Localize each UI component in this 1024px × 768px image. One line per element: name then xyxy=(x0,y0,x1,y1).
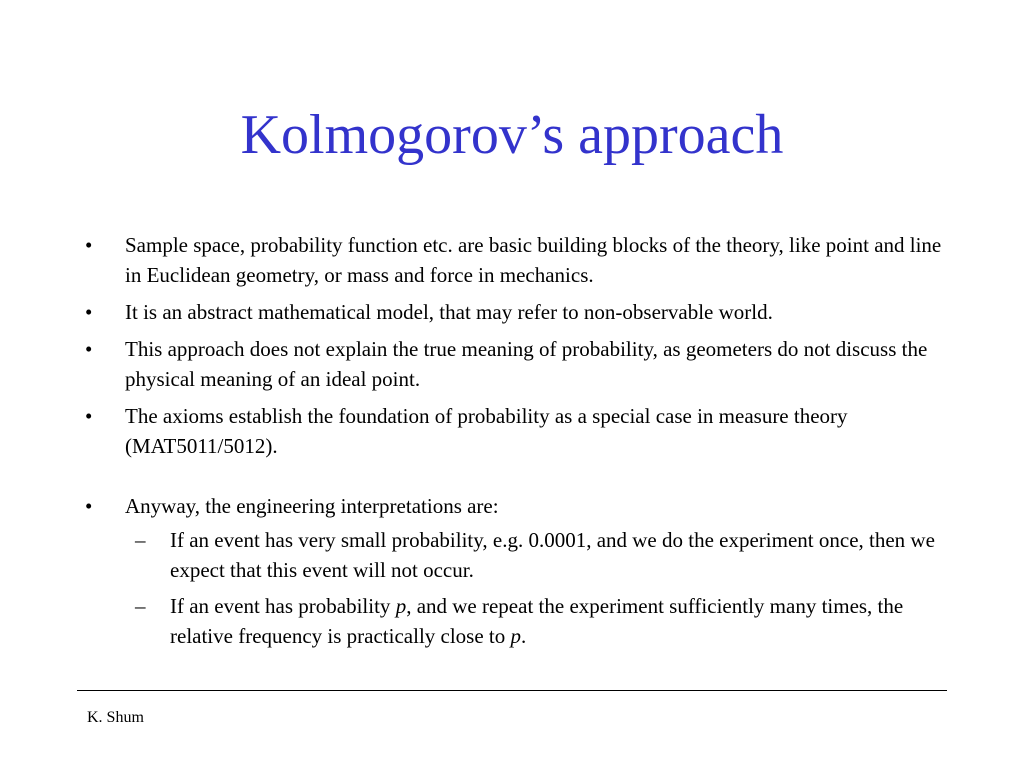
sub-bullet-marker: – xyxy=(135,594,146,618)
bullet-marker: • xyxy=(85,233,93,257)
variable-p: p xyxy=(510,624,522,648)
footer-author: K. Shum xyxy=(87,709,144,726)
sub-bullet-text: If an event has very small probability, e.g. 0.0001, and we do the experiment once, then we expect that this event will not occur. xyxy=(170,528,935,582)
sub-bullet-list xyxy=(125,525,955,651)
bullet-text: The axioms establish the foundation of probability as a special case in measure theory (MAT5011/5012). xyxy=(125,404,848,458)
bullet-marker: • xyxy=(85,337,93,361)
bullet-list xyxy=(85,230,955,658)
bullet-marker: • xyxy=(85,300,93,324)
sub-bullet-text xyxy=(170,594,903,648)
bullet-text: It is an abstract mathematical model, that may refer to non-observable world. xyxy=(125,300,773,324)
bullet-item xyxy=(85,491,955,651)
slide-title: Kolmogorov’s approach xyxy=(240,104,784,166)
sub-bullet-item xyxy=(125,525,955,585)
bullet-marker: • xyxy=(85,494,93,518)
sub-bullet-text-part: . xyxy=(521,624,527,648)
bullet-text: This approach does not explain the true meaning of probability, as geometers do not discuss the physical meaning of an ideal point. xyxy=(125,337,928,391)
sub-bullet-item xyxy=(125,591,955,651)
bullet-item xyxy=(85,230,955,290)
bullet-item xyxy=(85,334,955,394)
footer-divider xyxy=(77,690,947,691)
variable-p: p xyxy=(395,594,407,618)
bullet-marker: • xyxy=(85,404,93,428)
bullet-text: Anyway, the engineering interpretations are: xyxy=(125,494,499,518)
sub-bullet-text-part: , and we repeat the experiment sufficiently many times, the relative frequency is practically close to xyxy=(170,594,904,648)
sub-bullet-marker: – xyxy=(135,528,146,552)
bullet-item xyxy=(85,297,955,327)
sub-bullet-text-part: If an event has probability xyxy=(170,594,396,618)
bullet-text: Sample space, probability function etc. are basic building blocks of the theory, like point and line in Euclidean geometry, or mass and force in mechanics. xyxy=(125,233,942,287)
bullet-item xyxy=(85,401,955,461)
